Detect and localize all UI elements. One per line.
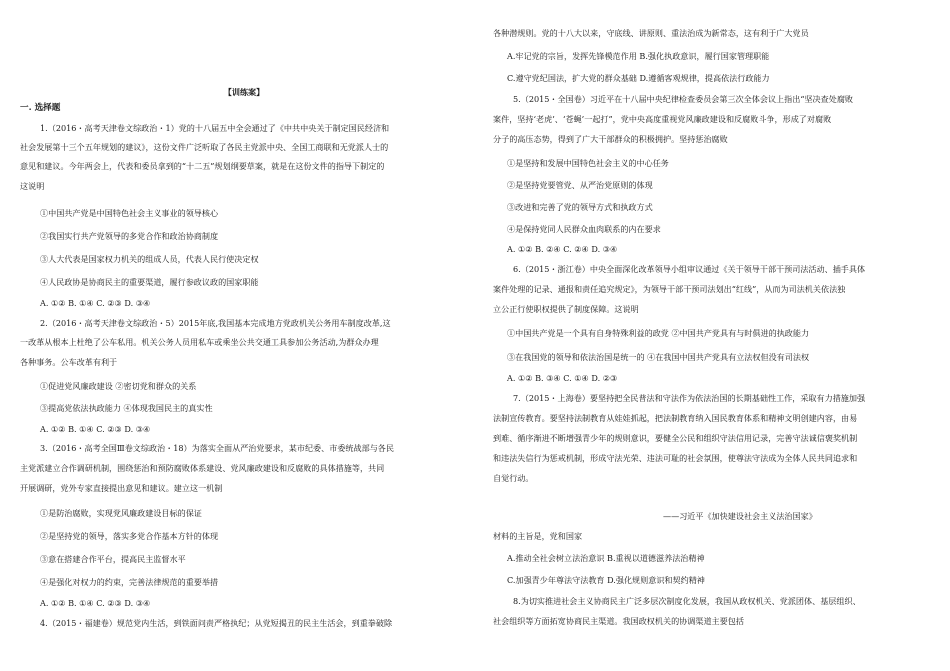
q6-options-2: ③在我国党的领导和依法治国是统一的 ④在我国中国共产党具有立法权但没有司法权: [507, 352, 810, 362]
q1-option-2: ②我国实行共产党领导的多党合作和政治协商制度: [40, 231, 219, 241]
q6-options-1: ①中国共产党是一个具有自身特殊利益的政党 ②中国共产党具有与时俱进的执政能力: [507, 328, 810, 338]
q5-option-2: ②是坚持党要管党、从严治党原则的体现: [507, 180, 653, 190]
q8-line-1: 8.为切实推进社会主义协商民主广泛多层次制度化发展，我国从政权机关、党派团体、基层组织、: [513, 596, 861, 606]
q4-options-1: A.牢记党的宗旨，发挥先锋模范作用 B.强化执政意识，履行国家管理职能: [507, 51, 770, 61]
q1-line-2: 社会发展第十三个五年规划的建议》，这份文件广泛听取了各民主党派中央、全国工商联和无党派人士的: [20, 142, 389, 152]
q7-options-1: A.推动全社会树立法治意识 B.重视以道德滋养法治精神: [507, 553, 705, 563]
q3-option-2: ②是坚持党的领导，落实多党合作基本方针的体现: [40, 531, 219, 541]
q1-line-4: 这说明: [20, 181, 45, 191]
q5-line-3: 分子的高压态势，得到了广大干部群众的积极拥护。坚持惩治腐败: [493, 134, 728, 144]
q3-option-3: ③意在搭建合作平台，提高民主监督水平: [40, 554, 186, 564]
q4-options-2: C.遵守党纪国法，扩大党的群众基础 D.遵循客观规律，提高依法行政能力: [507, 73, 770, 83]
q7-line-4: 和违法失信行为惩戒机制，形成守法光荣、违法可耻的社会氛围，使尊法守法成为全体人民共同追求和: [493, 453, 858, 463]
q6-line-2: 案件处理的记录、通报和责任追究规定》，为领导干部干预司法划出“红线”，从而为司法机关依法独: [493, 284, 846, 294]
q5-line-1: 5.（2015・全国卷）习近平在十八届中央纪律检查委员会第三次全体会议上指出“坚决查处腐败: [513, 94, 854, 104]
q5-line-2: 案件，坚持‘老虎’、‘苍蝇’一起打”，党中央高度重视党风廉政建设和反腐败斗争，形成了对腐败: [493, 114, 832, 124]
section-label: 【训练案】: [223, 87, 265, 97]
q2-line-3: 各种事务。公车改革有利于: [20, 357, 118, 367]
q1-answers: A. ①② B. ①④ C. ②③ D. ③④: [40, 298, 151, 308]
q3-option-1: ①是防治腐败，实现党风廉政建设目标的保证: [40, 508, 202, 518]
q5-option-3: ③改进和完善了党的领导方式和执政方式: [507, 202, 653, 212]
q8-line-2: 社会组织等方面拓宽协商民主渠道。我国政权机关的协调渠道主要包括: [493, 616, 744, 626]
q6-answers: A. ①② B. ③④ C. ①④ D. ②③: [507, 373, 618, 383]
q7-citation: ——习近平《加快建设社会主义法治国家》: [663, 511, 817, 521]
q3-line-2: 主党派建立合作调研机制，围绕惩治和预防腐败体系建设、党风廉政建设和反腐败的具体措施等，共同: [20, 463, 385, 473]
q5-option-4: ④是保持党同人民群众血肉联系的内在要求: [507, 224, 661, 234]
q7-line-5: 自觉行动。: [493, 473, 534, 483]
q2-options-1: ①促进党风廉政建设 ②密切党和群众的关系: [40, 381, 197, 391]
q1-line-1: 1.（2016・高考天津卷文综政治・1）党的十八届五中全会通过了《中共中央关于制定国民经济和: [40, 123, 390, 133]
q5-answers: A. ①② B. ②④ C. ②④ D. ③④: [507, 244, 618, 254]
q1-option-1: ①中国共产党是中国特色社会主义事业的领导核心: [40, 208, 219, 218]
q7-line-1: 7.（2015・上海卷）要坚持把全民普法和守法作为依法治国的长期基础性工作，采取有力措施加强: [513, 393, 866, 403]
q1-option-3: ③人大代表是国家权力机关的组成人员，代表人民行使决定权: [40, 254, 259, 264]
q3-answers: A. ①② B. ①④ C. ②③ D. ③④: [40, 598, 151, 608]
q3-option-4: ④是强化对权力的约束，完善法律规范的重要举措: [40, 577, 219, 587]
q2-line-2: 一改革从根本上杜绝了公车私用。机关公务人员用私车或乘坐公共交通工具参加公务活动,为群众办理: [20, 337, 379, 347]
q3-line-1: 3.（2016・高考全国Ⅲ卷文综政治・18）为落实全面从严治党要求，某市纪委、市委统战部与各民: [40, 443, 394, 453]
q1-option-4: ④人民政协是协商民主的重要渠道，履行参政议政的国家职能: [40, 277, 259, 287]
section-heading: 一. 选择题: [20, 103, 61, 113]
q2-answers: A. ①② B. ①④ C. ②③ D. ③④: [40, 424, 151, 434]
q7-line-3: 到难、循序渐进不断增强青少年的规则意识，要健全公民和组织守法信用记录，完善守法诚信褒奖机制: [493, 433, 858, 443]
q1-line-3: 意见和建议。今年两会上，代表和委员拿到的“十二五”规划纲要草案，就是在这份文件的指导下制定的: [20, 161, 385, 171]
q6-line-1: 6.（2015・浙江卷）中央全面深化改革领导小组审议通过《关于领导干部干预司法活动、插手具体: [513, 264, 866, 274]
q2-line-1: 2.（2016・高考天津卷文综政治・5）2015年底,我国基本完成地方党政机关公务用车制度改革,这: [40, 318, 391, 328]
q7-line-2: 法制宣传教育。要坚持法制教育从娃娃抓起，把法制教育纳入国民教育体系和精神文明创建内容，由易: [493, 413, 858, 423]
q3-line-3: 开展调研，党外专家直接提出意见和建议。建立这一机制: [20, 483, 223, 493]
q7-options-2: C.加强青少年尊法守法教育 D.强化规则意识和契约精神: [507, 575, 705, 585]
q2-options-2: ③提高党依法执政能力 ④体现我国民主的真实性: [40, 403, 213, 413]
q7-stem: 材料的主旨是，党和国家: [493, 531, 583, 541]
q4-line-2: 各种潜规则。党的十八大以来，守底线、讲原则、重法治成为新常态，这有利于广大党员: [493, 28, 809, 38]
q6-line-3: 立公正行使职权提供了制度保障。这说明: [493, 304, 639, 314]
q5-option-1: ①是坚持和发展中国特色社会主义的中心任务: [507, 158, 669, 168]
q4-line-1: 4.（2015・福建卷）规范党内生活，到铁面问责严格执纪；从党短揭丑的民主生活会，到重拳破除: [40, 618, 393, 628]
